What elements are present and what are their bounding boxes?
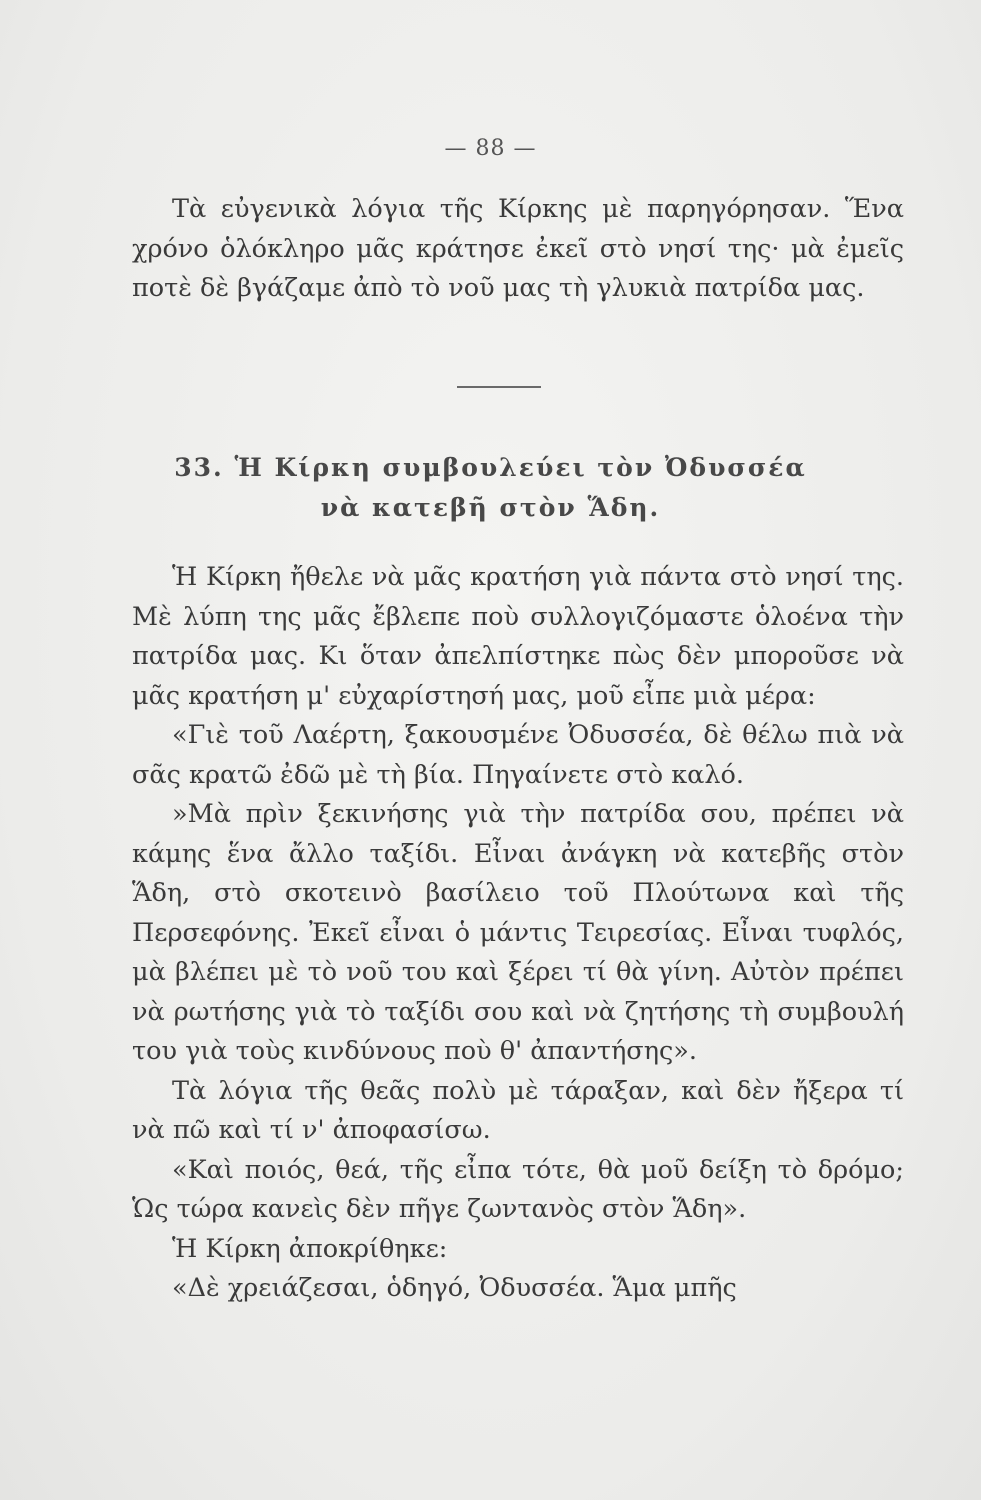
chapter-heading: [0, 448, 981, 528]
chapter-body: [132, 558, 904, 1309]
page-number: — 88 —: [444, 136, 537, 161]
chapter-title-line-2: νὰ κατεβῆ στὸν Ἅδη.: [320, 493, 661, 522]
chapter-title-line-1: 33. Ἡ Κίρκη συμβουλεύει τὸν Ὀδυσσέα: [174, 453, 807, 482]
body-paragraph: Ἡ Κίρκη ἤθελε νὰ μᾶς κρατήση γιὰ πάντα στὸ νησί της. Μὲ λύπη της μᾶς ἔβλεπε ποὺ συλλογιζόμαστε ὁλοένα τὴν πατρίδα μας. Κι ὅταν ἀπελπίστηκε πὼς δὲν μποροῦσε νὰ μᾶς κρατήση μ' εὐχαρίστησή μας, μοῦ εἶπε μιὰ μέρα:: [132, 562, 904, 711]
body-paragraph: »Μὰ πρὶν ξεκινήσης γιὰ τὴν πατρίδα σου, πρέπει νὰ κάμης ἕνα ἄλλο ταξίδι. Εἶναι ἀνάγκη νὰ κατεβῆς στὸν Ἅδη, στὸ σκοτεινὸ βασίλειο τοῦ Πλούτωνα καὶ τῆς Περσεφόνης. Ἐκεῖ εἶναι ὁ μάντις Τειρεσίας. Εἶναι τυφλός, μὰ βλέπει μὲ τὸ νοῦ του καὶ ξέρει τί θὰ γίνη. Αὐτὸν πρέπει νὰ ρωτήσης γιὰ τὸ ταξίδι σου καὶ νὰ ζητήσης τὴ συμβουλή του γιὰ τοὺς κινδύνους ποὺ θ' ἀπαντήσης».: [132, 799, 904, 1066]
body-paragraph: «Δὲ χρειάζεσαι, ὁδηγό, Ὀδυσσέα. Ἅμα μπῆς: [172, 1273, 737, 1303]
opening-paragraph: Τὰ εὐγενικὰ λόγια τῆς Κίρκης μὲ παρηγόρησαν. Ἕνα χρόνο ὁλόκληρο μᾶς κράτησε ἐκεῖ στὸ νησί της· μὰ ἐμεῖς ποτὲ δὲ βγάζαμε ἀπὸ τὸ νοῦ μας τὴ γλυκιὰ πατρίδα μας.: [132, 194, 904, 303]
body-paragraph: Τὰ λόγια τῆς θεᾶς πολὺ μὲ τάραξαν, καὶ δὲν ἤξερα τί νὰ πῶ καὶ τί ν' ἀποφασίσω.: [132, 1075, 904, 1145]
body-paragraph: Ἡ Κίρκη ἀποκρίθηκε:: [172, 1233, 448, 1264]
body-paragraph: «Γιὲ τοῦ Λαέρτη, ξακουσμένε Ὀδυσσέα, δὲ θέλω πιὰ νὰ σᾶς κρατῶ ἐδῶ μὲ τὴ βία. Πηγαίνετε στὸ καλό.: [132, 720, 904, 790]
section-divider: [457, 386, 541, 388]
opening-text-block: [132, 190, 904, 309]
body-paragraph: «Καὶ ποιός, θεά, τῆς εἶπα τότε, θὰ μοῦ δείξη τὸ δρόμο; Ὡς τώρα κανεὶς δὲν πῆγε ζωντανὸς στὸν Ἅδη».: [132, 1154, 904, 1224]
